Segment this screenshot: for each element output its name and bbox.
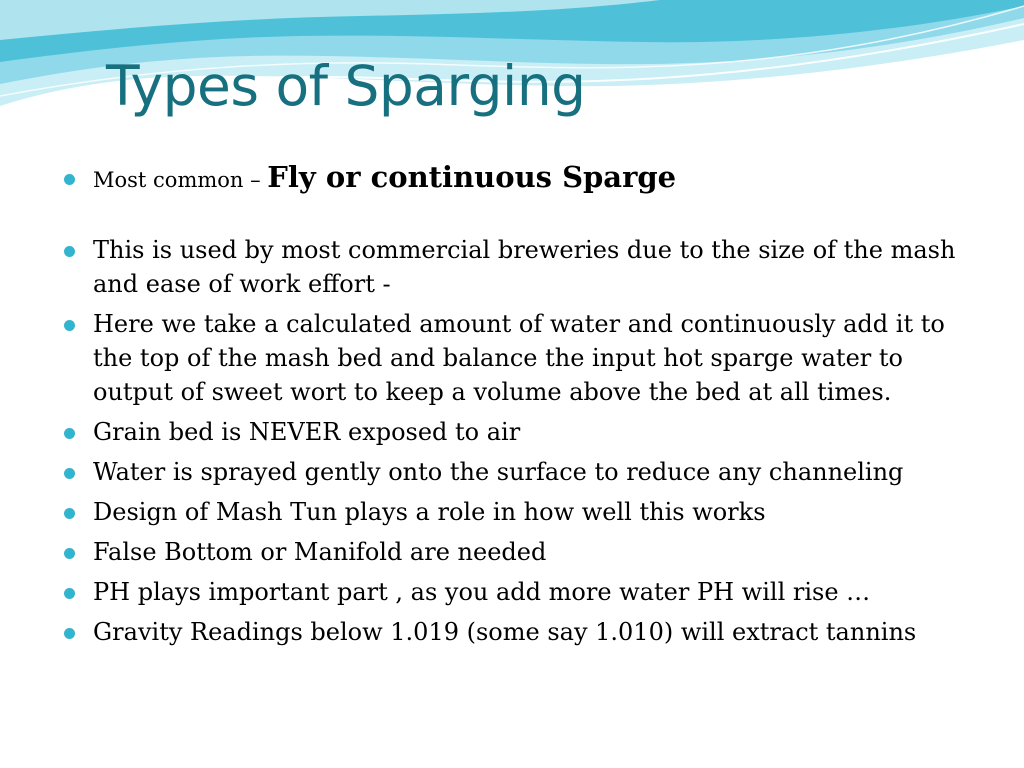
bullet-dot-icon (64, 174, 75, 185)
bullet-item (64, 455, 964, 489)
bullet-item (64, 233, 964, 301)
bullet-text: Water is sprayed gently onto the surface to reduce any channeling (93, 458, 904, 486)
bullet-item (64, 575, 964, 609)
bullet-item (64, 160, 964, 197)
bullet-dot-icon (64, 548, 75, 559)
bullet-item (64, 615, 964, 649)
bullet-item (64, 535, 964, 569)
bullet-list (64, 160, 964, 649)
bullet-prefix: Most common – (93, 168, 268, 192)
bullet-text: PH plays important part , as you add more water PH will rise … (93, 578, 871, 606)
bullet-dot-icon (64, 588, 75, 599)
bullet-dot-icon (64, 320, 75, 331)
bullet-dot-icon (64, 428, 75, 439)
bullet-text: Gravity Readings below 1.019 (some say 1.010) will extract tannins (93, 618, 917, 646)
bullet-emphasis: Fly or continuous Sparge (267, 160, 677, 194)
bullet-text: False Bottom or Manifold are needed (93, 538, 547, 566)
bullet-item (64, 307, 964, 409)
bullet-dot-icon (64, 508, 75, 519)
bullet-dot-icon (64, 468, 75, 479)
bullet-text: Design of Mash Tun plays a role in how well this works (93, 498, 766, 526)
bullet-text: Grain bed is NEVER exposed to air (93, 418, 521, 446)
slide-title: Types of Sparging (106, 54, 586, 118)
bullet-dot-icon (64, 246, 75, 257)
bullet-text: This is used by most commercial breweries due to the size of the mash and ease of work effort - (93, 236, 956, 298)
bullet-dot-icon (64, 628, 75, 639)
bullet-item (64, 495, 964, 529)
bullet-item (64, 415, 964, 449)
bullet-text: Here we take a calculated amount of water and continuously add it to the top of the mash bed and balance the input hot sparge water to output of sweet wort to keep a volume above the bed at all times. (93, 310, 945, 406)
